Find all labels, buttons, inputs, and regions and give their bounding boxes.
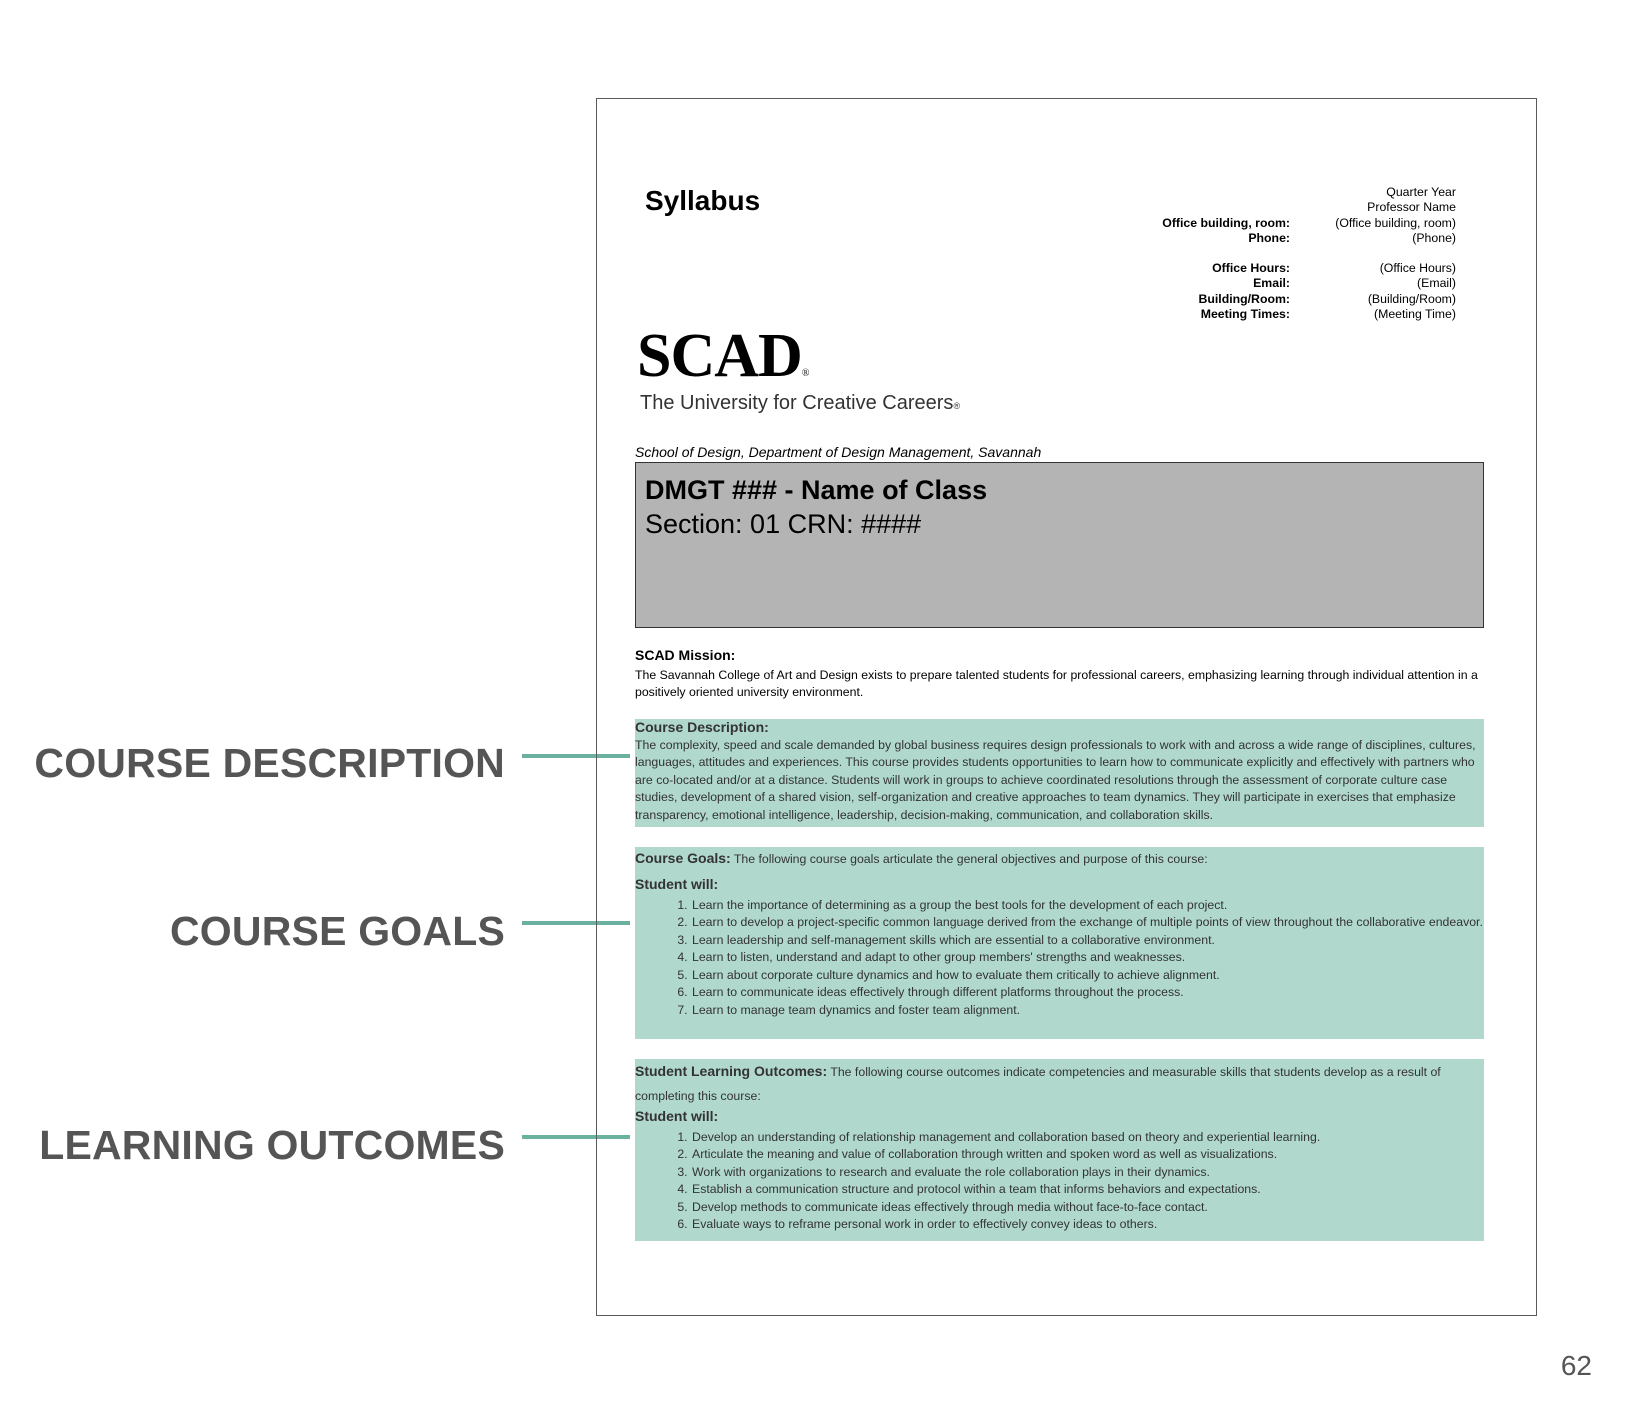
phone-label: Phone: <box>1248 230 1290 245</box>
learning-outcomes-subheading: Student will: <box>635 1108 719 1124</box>
list-item: 4. Establish a communication structure and protocol within a team that informs behaviors and expectations. <box>691 1181 1484 1199</box>
building-room-label: Building/Room: <box>1198 291 1290 306</box>
callout-course-goals: COURSE GOALS <box>170 908 505 954</box>
mission-text: The Savannah College of Art and Design exists to prepare talented students for professional careers, emphasizing learning through individual attention in a positively oriented university environment. <box>635 667 1478 699</box>
course-goals-subheading: Student will: <box>635 876 719 892</box>
course-goals-intro: The following course goals articulate the general objectives and purpose of this course: <box>733 852 1208 866</box>
list-item: 5. Learn about corporate culture dynamics and how to evaluate them critically to achieve alignment. <box>691 967 1484 985</box>
meeting-times-label: Meeting Times: <box>1200 307 1290 322</box>
school-department-line: School of Design, Department of Design Management, Savannah <box>635 444 1042 460</box>
class-section: Section: 01 CRN: #### <box>645 509 922 539</box>
learning-outcomes-heading: Student Learning Outcomes: <box>635 1063 828 1079</box>
scad-logo: SCAD® <box>637 322 809 390</box>
list-item: 6. Learn to communicate ideas effectively through different platforms throughout the process. <box>691 984 1484 1002</box>
phone-value: (Phone) <box>1412 230 1456 245</box>
mission-section <box>635 647 1484 702</box>
course-description-section <box>635 719 1484 827</box>
list-item: 6. Evaluate ways to reframe personal work in order to effectively convey ideas to others. <box>691 1216 1484 1234</box>
course-goals-heading: Course Goals: <box>635 850 731 866</box>
list-item: 1. Develop an understanding of relationship management and collaboration based on theory and experiential learning. <box>691 1129 1484 1147</box>
page-number: 62 <box>1560 1350 1592 1381</box>
office-hours-value: (Office Hours) <box>1379 261 1456 276</box>
quarter-year: Quarter Year <box>1386 185 1456 199</box>
list-item: 2. Learn to develop a project-specific common language derived from the exchange of multiple points of view throughout the collaborative endeavor. <box>691 914 1484 932</box>
email-value: (Email) <box>1417 276 1456 291</box>
learning-outcomes-list <box>635 1129 1484 1234</box>
office-hours-label: Office Hours: <box>1212 261 1290 276</box>
syllabus-title: Syllabus <box>645 185 761 216</box>
learning-outcomes-intro: The following course outcomes indicate competencies and measurable skills that students develop as a result of completing this course: <box>635 1065 1441 1103</box>
mission-heading: SCAD Mission: <box>635 647 736 663</box>
syllabus-page <box>596 98 1537 1316</box>
course-goals-section <box>635 847 1484 1039</box>
list-item: 2. Articulate the meaning and value of collaboration through written and spoken word as well as visualizations. <box>691 1146 1484 1164</box>
list-item: 4. Learn to listen, understand and adapt to other group members' strengths and weaknesses. <box>691 949 1484 967</box>
class-header-box <box>635 462 1484 628</box>
course-goals-list <box>635 897 1484 1020</box>
learning-outcomes-section <box>635 1059 1484 1241</box>
meeting-times-value: (Meeting Time) <box>1373 307 1456 322</box>
office-building-label: Office building, room: <box>1162 215 1290 230</box>
list-item: 3. Work with organizations to research and evaluate the role collaboration plays in their dynamics. <box>691 1164 1484 1182</box>
list-item: 5. Develop methods to communicate ideas effectively through media without face-to-face contact. <box>691 1199 1484 1217</box>
course-description-heading: Course Description: <box>635 719 769 735</box>
list-item: 3. Learn leadership and self-management skills which are essential to a collaborative environment. <box>691 932 1484 950</box>
callout-learning-outcomes: LEARNING OUTCOMES <box>39 1122 505 1168</box>
email-label: Email: <box>1253 276 1290 291</box>
building-room-value: (Building/Room) <box>1367 291 1456 306</box>
contact-info-block <box>1090 185 1456 322</box>
callout-course-description: COURSE DESCRIPTION <box>34 740 505 786</box>
course-description-text: The complexity, speed and scale demanded by global business requires design professionals to work with and across a wide range of disciplines, cultures, languages, attitudes and experiences. This course provides students opportunities to learn how to communicate explicitly and effectively with partners who are co-located and/or at a distance. Students will work in groups to achieve coordinated resolutions through the assessment of corporate culture case studies, development of a shared vision, self-organization and creative approaches to team dynamics. They will participate in exercises that emphasize transparency, emotional intelligence, leadership, decision-making, communication, and collaboration skills. <box>635 737 1476 822</box>
list-item: 7. Learn to manage team dynamics and foster team alignment. <box>691 1002 1484 1020</box>
office-building-value: (Office building, room) <box>1335 215 1456 230</box>
list-item: 1. Learn the importance of determining as a group the best tools for the development of each project. <box>691 897 1484 915</box>
professor-name: Professor Name <box>1367 200 1456 215</box>
scad-tagline: The University for Creative Careers® <box>640 392 961 414</box>
class-title: DMGT ### - Name of Class <box>645 475 988 505</box>
